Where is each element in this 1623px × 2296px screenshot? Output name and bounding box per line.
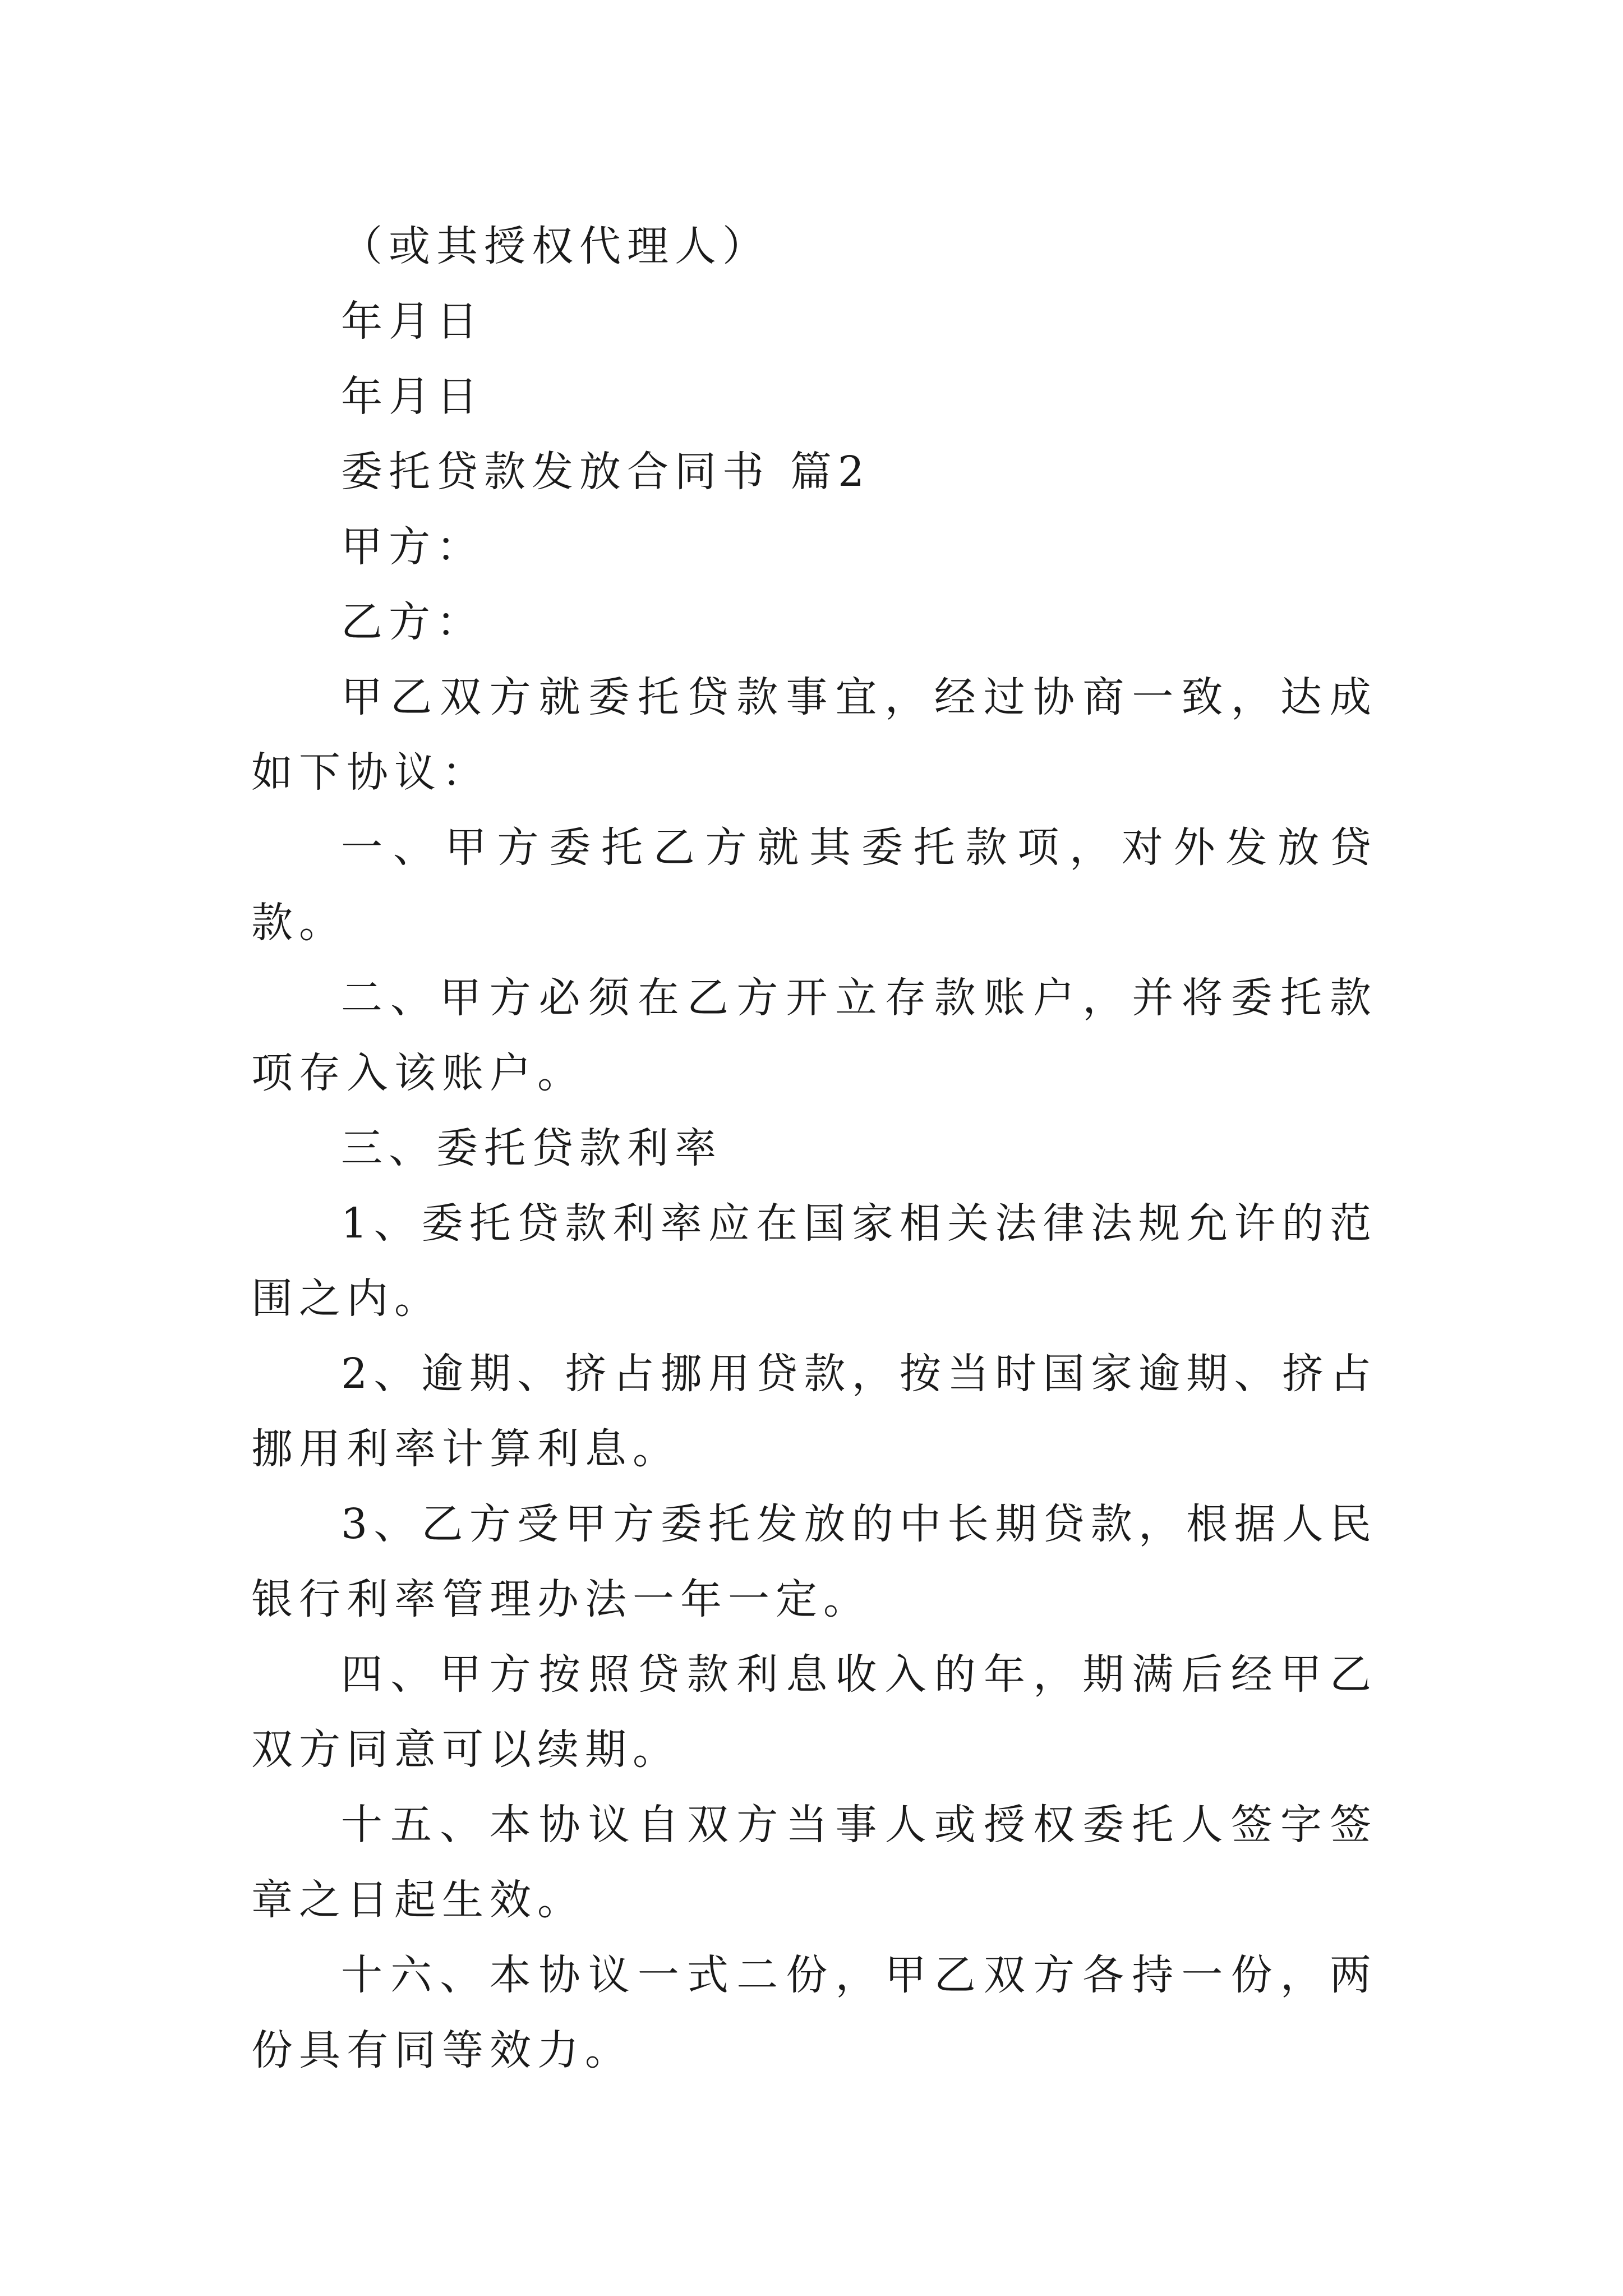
agreement-intro: 甲乙双方就委托贷款事宜，经过协商一致，达成如下协议： bbox=[251, 673, 1377, 797]
clause-3-item-3: 3、乙方受甲方委托发放的中长期贷款，根据人民银行利率管理办法一年一定。 bbox=[251, 1500, 1377, 1623]
section-heading bbox=[251, 434, 1377, 509]
date-line-1: 年月日 bbox=[341, 297, 484, 346]
section-title: 委托贷款发放合同书 bbox=[341, 448, 770, 496]
clause-4: 四、甲方按照贷款利息收入的年，期满后经甲乙双方同意可以续期。 bbox=[251, 1650, 1377, 1774]
clause-3-item-2: 2、逾期、挤占挪用贷款，按当时国家逾期、挤占挪用利率计算利息。 bbox=[251, 1350, 1377, 1473]
clause-3-item-1: 1、委托贷款利率应在国家相关法律法规允许的范围之内。 bbox=[251, 1199, 1377, 1323]
document-body bbox=[251, 209, 1377, 2088]
date-line-2: 年月日 bbox=[341, 372, 484, 421]
clause-1: 一、甲方委托乙方就其委托款项，对外发放贷款。 bbox=[251, 823, 1377, 947]
section-part: 篇2 bbox=[790, 448, 871, 496]
authorized-agent-line: （或其授权代理人） bbox=[341, 222, 770, 270]
clause-16: 十六、本协议一式二份，甲乙双方各持一份，两份具有同等效力。 bbox=[251, 1951, 1377, 2074]
clause-2: 二、甲方必须在乙方开立存款账户，并将委托款项存入该账户。 bbox=[251, 974, 1377, 1097]
party-b-line: 乙方： bbox=[341, 598, 484, 646]
party-a-line: 甲方： bbox=[341, 523, 484, 571]
clause-15: 十五、本协议自双方当事人或授权委托人签字签章之日起生效。 bbox=[251, 1801, 1377, 1924]
clause-3-heading: 三、委托贷款利率 bbox=[341, 1124, 722, 1172]
